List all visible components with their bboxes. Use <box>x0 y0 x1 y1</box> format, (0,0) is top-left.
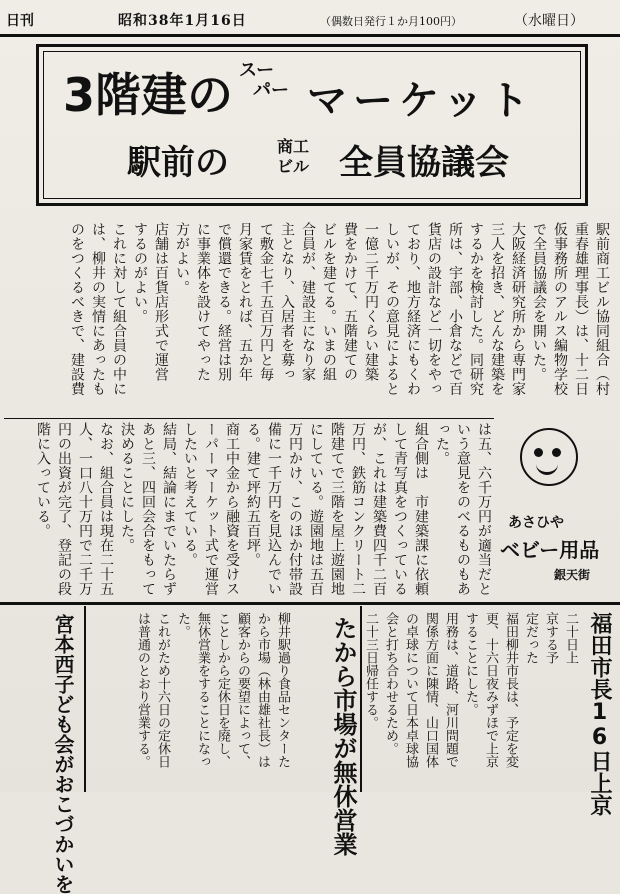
mouth-icon <box>536 460 558 475</box>
headline-line2-main: 駅前の <box>127 143 229 183</box>
article-column: ており、地方経済にもくわ <box>405 222 421 396</box>
article-column: 福田柳井市長は、予定を変 <box>503 612 518 768</box>
masthead-logo: 日刊 <box>6 13 34 29</box>
article-column: 費をかけて、五階建ての <box>342 222 358 382</box>
article-column: するかを検討した。同研究 <box>468 222 484 396</box>
article-column: して青写真をつくっている <box>392 422 408 596</box>
column-divider <box>360 606 362 792</box>
article-column: 重春雄理事長）は、十二日 <box>573 222 589 396</box>
article-main-lower <box>6 422 494 600</box>
masthead-issue-note: （偶数日発行１か月100円） <box>320 15 462 28</box>
masthead-date: 昭和38年1月16日 <box>118 13 247 29</box>
headline-line1-rest: マーケット <box>307 78 535 124</box>
article-column: は、柳井の実情にあったも <box>90 222 106 396</box>
article-column: た。 <box>175 612 190 638</box>
article-column: 店舗は百貨店形式で運営 <box>153 222 169 382</box>
column-divider <box>84 606 86 792</box>
article-column: 一億二千万円くらい建築 <box>363 222 379 382</box>
headline-line2-small <box>277 137 309 177</box>
article-column: 月家賃をとれば、五か年 <box>237 222 253 382</box>
article-column: 主となり、入居者を募っ <box>279 222 295 382</box>
article-column: 結局、結論にまでいたらず <box>161 422 177 596</box>
article-column: あと三、四回会合をもって <box>140 422 156 596</box>
article-column: 万円、鉄筋コンクリート二 <box>350 422 366 596</box>
article-column: 関係方面に陳情、山口国体 <box>423 612 438 768</box>
article-column: から市場（林由雄社長）は <box>255 612 270 768</box>
ad-brand-big: ベビー用品 <box>500 538 600 562</box>
ad-brand-small: あさひや <box>508 515 564 531</box>
article-column: なお、組合員は現在二十五 <box>98 422 114 596</box>
article-column: することにした。 <box>463 612 478 716</box>
article-column: が、これは建築費四千二百 <box>371 422 387 596</box>
article-column: にしている。遊園地は五百 <box>308 422 324 596</box>
article-column: 万円かけ、このほか付帯設 <box>287 422 303 596</box>
ad-location: 銀天街 <box>554 568 591 582</box>
article-column: で全員協議会を開いた。 <box>531 222 547 382</box>
article-column: 貨店の設計など一切をやっ <box>426 222 442 396</box>
left-story-title: 宮本西子ども会がおこづかいを <box>51 614 75 894</box>
section-rule <box>0 602 620 605</box>
article-column: は五、六千万円が適当だと <box>476 422 492 596</box>
article-column: 顧客からの要望によって、 <box>235 612 250 768</box>
article-column: ことしから定休日を廃し、 <box>215 612 230 768</box>
article-column: 会と打ち合わせるため。 <box>383 612 398 755</box>
article-column: 三人を招き、どんな建築を <box>489 222 505 396</box>
article-column: 定だった <box>523 612 538 664</box>
article-column: これに対して組合員の中に <box>111 222 127 396</box>
mayor-story-title: 福田市長16日上京 <box>587 612 612 816</box>
headline-super-a: スー <box>239 60 275 81</box>
eye-icon <box>552 448 561 457</box>
article-column: 駅前商工ビル協同組合（村 <box>594 222 610 396</box>
article-column: に事業体を設けてやった <box>195 222 211 382</box>
article-column: の卓球について日本卓球協 <box>403 612 418 768</box>
article-column: のをつくるべきで、建設費 <box>69 222 85 396</box>
mayor-story-body <box>363 612 580 788</box>
headline-small-b: ビル <box>277 157 310 176</box>
article-column: これがため十六日の定休日 <box>155 612 170 768</box>
article-column: った。 <box>434 422 450 466</box>
article-column: 二十日上 <box>563 612 578 664</box>
article-column: 方がよい。 <box>174 222 190 295</box>
headline-super-b: パー <box>253 80 289 101</box>
eye-icon <box>534 448 543 457</box>
headline-line2-rest: 全員協議会 <box>339 143 509 183</box>
article-column: したいと考えている。 <box>182 422 198 567</box>
article-column: 京する予 <box>543 612 558 664</box>
article-column: 階建てで三階を屋上遊園地 <box>329 422 345 596</box>
article-column: 柳井駅過り食品センターた <box>275 612 290 768</box>
article-column: 備に一千万円を見込んでい <box>266 422 282 596</box>
market-story-title: たから市場が無休営業 <box>329 616 357 856</box>
article-column: しいが、その意見によると <box>384 222 400 396</box>
ad-baby-goods <box>498 420 608 600</box>
article-column: 二十三日帰任する。 <box>363 612 378 729</box>
article-column: 階に入っている。 <box>35 422 51 538</box>
headline-line1-main: 3階建の <box>63 68 234 122</box>
headline-small-a: 商工 <box>277 137 310 156</box>
article-column: 円の出資が完了、登記の段 <box>56 422 72 596</box>
article-column: ビルを建てる。いまの組 <box>321 222 337 382</box>
masthead-weekday: （水曜日） <box>514 13 584 29</box>
article-column: 大阪経済研究所から専門家 <box>510 222 526 396</box>
article-column: る。建て坪約五百坪。 <box>245 422 261 567</box>
article-column: 用務は、道路、河川問題で <box>443 612 458 768</box>
article-column: 商工中金から融資を受けス <box>224 422 240 596</box>
article-column: 人、一口八十万円で二千万 <box>77 422 93 596</box>
article-column: いう意見をのべるものもあ <box>455 422 471 596</box>
article-column: て敷金七千五百万円と毎 <box>258 222 274 382</box>
smiley-face-icon <box>520 428 578 486</box>
market-story-body <box>90 612 292 788</box>
tier-rule <box>4 418 494 419</box>
article-column: 決めることにした。 <box>119 422 135 553</box>
masthead-rule <box>0 34 620 37</box>
article-column: するのがよい。 <box>132 222 148 324</box>
article-column: 仮事務所のアルス編物学校 <box>552 222 568 396</box>
article-column: 所は、宇部、小倉などで百 <box>447 222 463 396</box>
article-main-upper <box>12 222 612 418</box>
article-column: は普通のとおり営業する。 <box>135 612 150 768</box>
article-column: ーパーマーケット式で運営 <box>203 422 219 596</box>
article-column: 組合側は 市建築課に依頼 <box>413 422 429 596</box>
article-column: で償還できる。経営は別 <box>216 222 232 382</box>
headline-box <box>36 44 588 206</box>
article-column: 更、十六日夜みずほで上京 <box>483 612 498 768</box>
headline-line1-super <box>239 61 289 101</box>
article-column: 合員が、建設主になり家 <box>300 222 316 382</box>
article-column: 無休営業をすることになっ <box>195 612 210 768</box>
masthead <box>0 4 620 34</box>
